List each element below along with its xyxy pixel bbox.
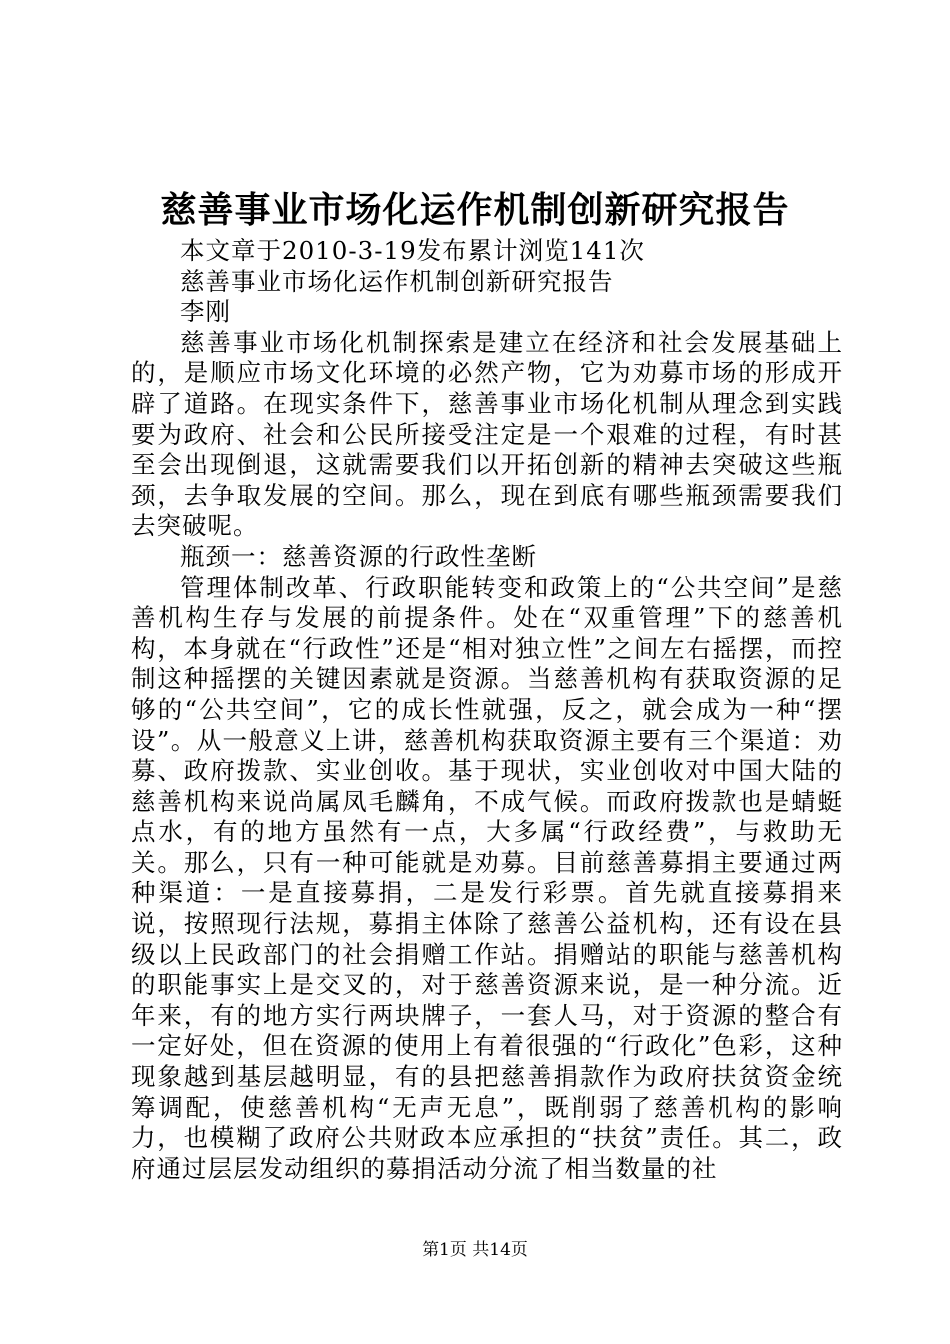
- document-body: [131, 236, 843, 1184]
- page-number: 第1页 共14页: [422, 1240, 528, 1260]
- meta-line: 本文章于2010-3-19发布累计浏览141次: [180, 236, 645, 265]
- subtitle-line: 慈善事业市场化运作机制创新研究报告: [180, 266, 614, 296]
- document-title: 慈善事业市场化运作机制创新研究报告: [160, 189, 790, 231]
- paragraph: 管理体制改革、行政职能转变和政策上的“公共空间”是慈善机构生存与发展的前提条件。处在“双重管理”下的慈善机构，本身就在“行政性”还是“相对独立性”之间左右摇摆，而控制这种摇摆的关键因素就是资源。当慈善机构有获取资源的足够的“公共空间”，它的成长性就强，反之，就会成为一种“摆设”。从一般意义上讲，慈善机构获取资源主要有三个渠道：劝募、政府拨款、实业创收。基于现状，实业创收对中国大陆的慈善机构来说尚属凤毛麟角，不成气候。而政府拨款也是蜻蜓点水，有的地方虽然有一点，大多属“行政经费”，与救助无关。那么，只有一种可能就是劝募。目前慈善募捐主要通过两种渠道：一是直接募捐，二是发行彩票。首先就直接募捐来说，按照现行法规，募捐主体除了慈善公益机构，还有设在县级以上民政部门的社会捐赠工作站。捐赠站的职能与慈善机构的职能事实上是交叉的，对于慈善资源来说，是一种分流。近年来，有的地方实行两块牌子，一套人马，对于资源的整合有一定好处，但在资源的使用上有着很强的“行政化”色彩，这种现象越到基层越明显，有的县把慈善捐款作为政府扶贫资金统筹调配，使慈善机构“无声无息”，既削弱了慈善机构的影响力，也模糊了政府公共财政本应承担的“扶贫”责任。其二，政府通过层层发动组织的募捐活动分流了相当数量的社: [131, 572, 843, 1183]
- section-heading: 瓶颈一：慈善资源的行政性垄断: [180, 541, 537, 571]
- paragraph: 慈善事业市场化机制探索是建立在经济和社会发展基础上的，是顺应市场文化环境的必然产物，它为劝募市场的形成开辟了道路。在现实条件下，慈善事业市场化机制从理念到实践要为政府、社会和公民所接受注定是一个艰难的过程，有时甚至会出现倒退，这就需要我们以开拓创新的精神去突破这些瓶颈，去争取发展的空间。那么，现在到底有哪些瓶颈需要我们去突破呢。: [131, 327, 843, 541]
- author-line: 李刚: [180, 297, 231, 327]
